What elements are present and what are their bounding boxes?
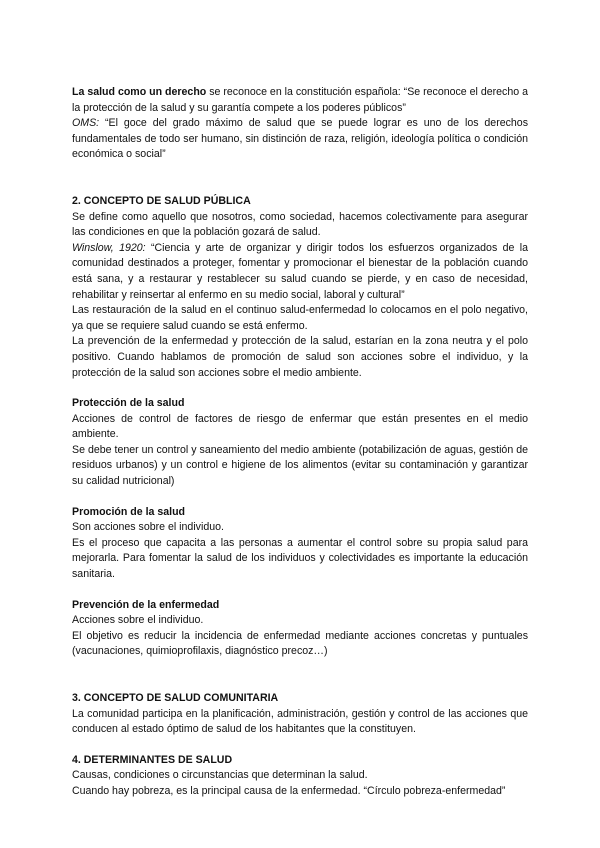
promocion-heading: Promoción de la salud <box>72 505 186 518</box>
s2-paragraph-winslow <box>72 241 528 303</box>
section-4-heading: 4. DETERMINANTES DE SALUD <box>72 753 233 766</box>
proteccion-heading: Protección de la salud <box>72 397 185 410</box>
prevencion-paragraph-1: Acciones sobre el individuo. <box>72 614 204 627</box>
s2-paragraph-3: Las restauración de la salud en el continuo salud-enfermedad lo colocamos en el polo negativo, ya que se requiere salud cuando se está enfermo. <box>72 304 528 332</box>
winslow-label: Winslow, 1920: <box>72 241 146 254</box>
intro-text: se reconoce en la constitución española: “Se reconoce el derecho a la protección de la salud y su garantía compete a los poderes públicos” <box>72 86 528 114</box>
document-page <box>72 85 528 800</box>
s4-paragraph-1: Causas, condiciones o circunstancias que determinan la salud. <box>72 769 368 782</box>
s2-paragraph-1: Se define como aquello que nosotros, como sociedad, hacemos colectivamente para asegurar las condiciones en que la población gozará de salud. <box>72 210 528 239</box>
oms-quote: “El goce del grado máximo de salud que se puede lograr es uno de los derechos fundamentales de todo ser humano, sin distinción de raza, religión, ideología política o condición económica o social” <box>72 117 528 161</box>
proteccion-paragraph-1: Acciones de control de factores de riesgo de enfermar que están presentes en el medio ambiente. <box>72 412 528 441</box>
section-3-heading: 3. CONCEPTO DE SALUD COMUNITARIA <box>72 692 279 704</box>
intro-paragraph-oms <box>72 116 528 163</box>
intro-bold-lead: La salud como un derecho <box>72 86 207 98</box>
intro-paragraph-rights <box>72 85 528 116</box>
proteccion-paragraph-2: Se debe tener un control y saneamiento del medio ambiente (potabilización de aguas, gestión de residuos urbanos) y un control e higiene de los alimentos (evitar su contaminación y garantizar su calidad nutricional) <box>72 443 528 488</box>
s2-paragraph-4: La prevención de la enfermedad y protección de la salud, estarían en la zona neutra y el polo positivo. Cuando hablamos de promoción de salud son acciones sobre el individuo, y la protección de la salud son acciones sobre el medio ambiente. <box>72 335 528 379</box>
s4-paragraph-2: Cuando hay pobreza, es la principal causa de la enfermedad. “Círculo pobreza-enfermedad” <box>72 784 506 797</box>
s3-paragraph-1: La comunidad participa en la planificación, administración, gestión y control de las acciones que conducen al estado óptimo de salud de los habitantes que la constituyen. <box>72 707 528 736</box>
prevencion-paragraph-2: El objetivo es reducir la incidencia de enfermedad mediante acciones concretas y puntuales (vacunaciones, quimioprofilaxis, diagnóstico precoz…) <box>72 629 528 658</box>
prevencion-heading: Prevención de la enfermedad <box>72 598 220 611</box>
section-2-heading: 2. CONCEPTO DE SALUD PÚBLICA <box>72 194 251 207</box>
winslow-quote: “Ciencia y arte de organizar y dirigir todos los esfuerzos organizados de la comunidad destinados a proteger, fomentar y promocionar el bienestar de la población cuando está sana, y a restaurar y restablecer su salud cuando se pierde, y en caso de necesidad, rehabilitar y reinsertar al enfermo en su medio social, laboral y cultural” <box>72 241 528 301</box>
promocion-paragraph-1: Son acciones sobre el individuo. <box>72 521 224 534</box>
promocion-paragraph-2: Es el proceso que capacita a las personas a aumentar el control sobre su propia salud para mejorarla. Para fomentar la salud de los individuos y colectividades es importante la educación sanitaria. <box>72 536 528 581</box>
oms-label: OMS: <box>72 117 100 130</box>
